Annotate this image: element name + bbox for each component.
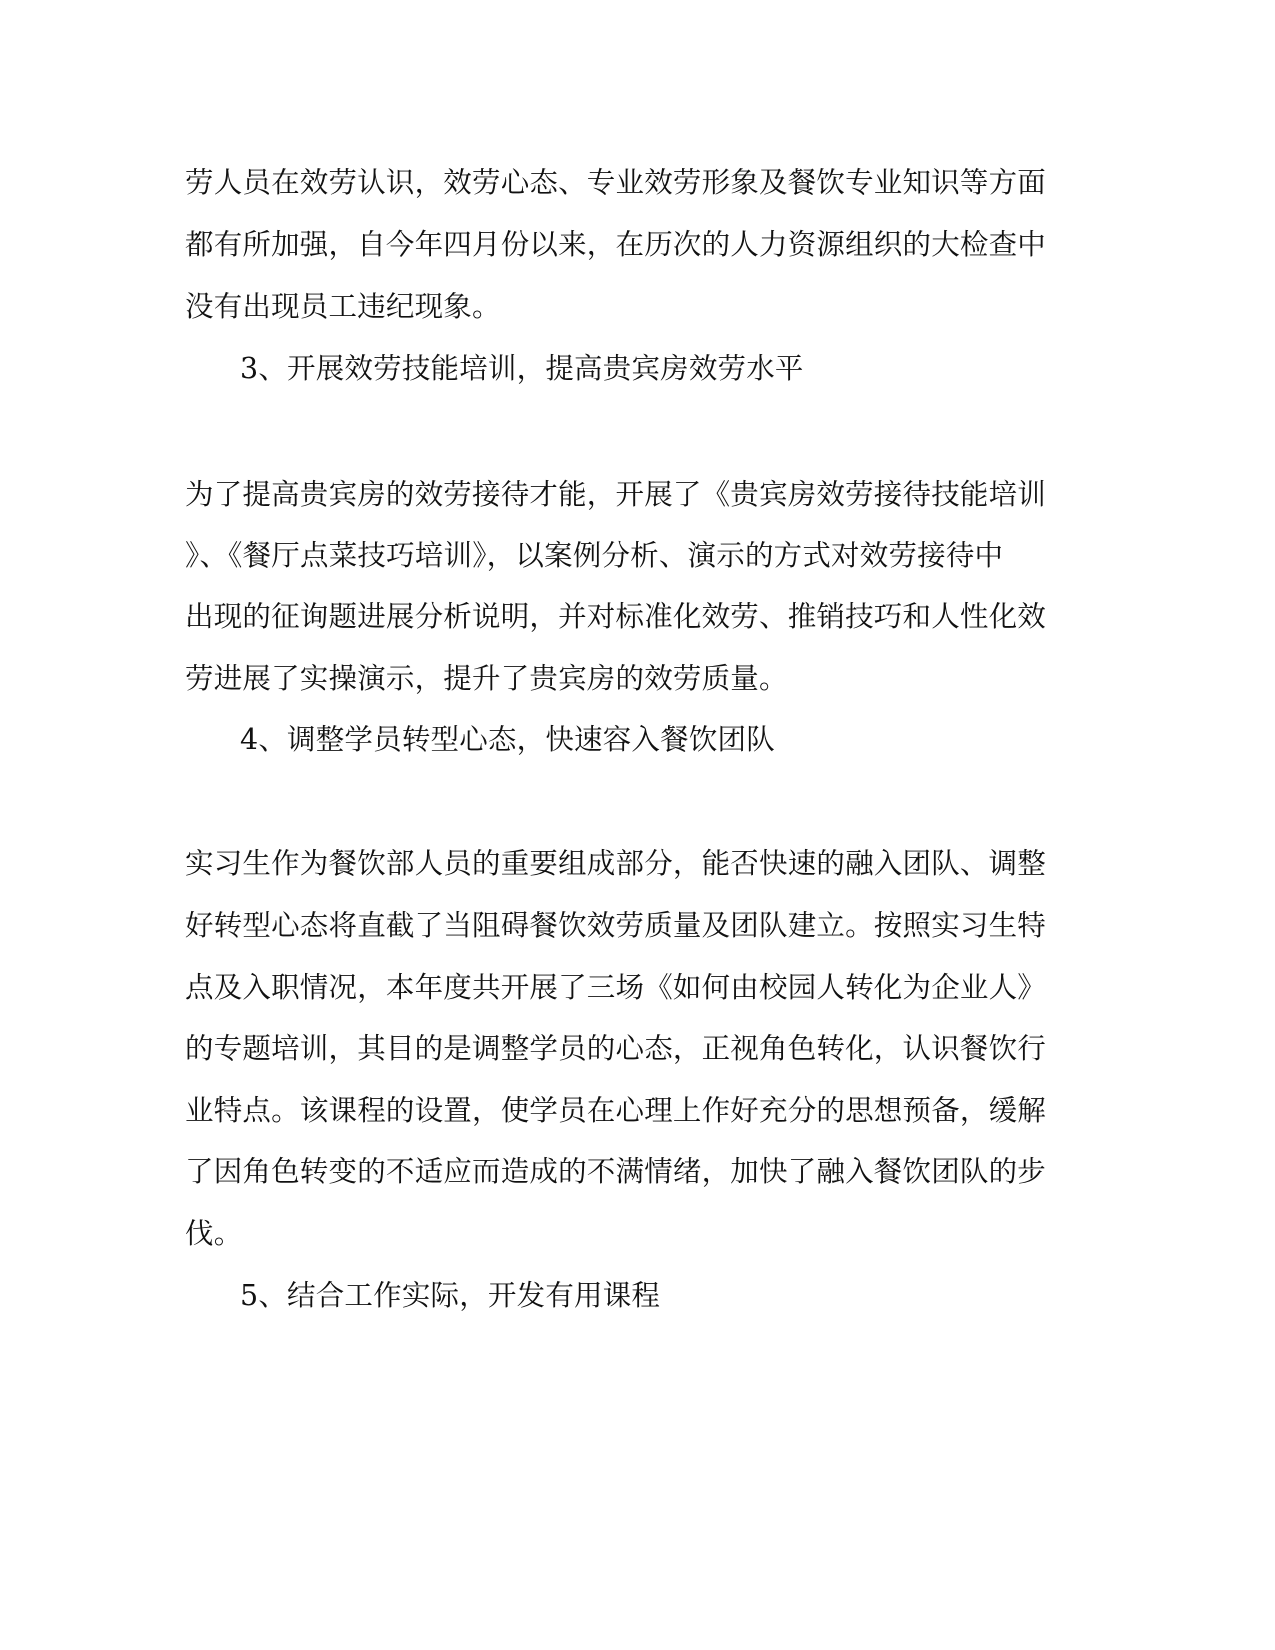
body-text-line: 劳进展了实操演示，提升了贵宾房的效劳质量。 (185, 662, 788, 695)
body-text-line: 为了提高贵宾房的效劳接待才能，开展了《贵宾房效劳接待技能培训 (185, 478, 1047, 511)
body-text-line: 伐。 (185, 1217, 243, 1250)
body-text-line: 业特点。该课程的设置，使学员在心理上作好充分的思想预备，缓解 (185, 1094, 1047, 1127)
body-text-line: 实习生作为餐饮部人员的重要组成部分，能否快速的融入团队、调整 (185, 847, 1047, 880)
body-text-line: 出现的征询题进展分析说明，并对标准化效劳、推销技巧和人性化效 (185, 600, 1047, 633)
body-text-line: 的专题培训，其目的是调整学员的心态，正视角色转化，认识餐饮行 (185, 1032, 1047, 1065)
body-text-line: 点及入职情况，本年度共开展了三场《如何由校园人转化为企业人》 (185, 971, 1047, 1004)
body-text-line: 劳人员在效劳认识，效劳心态、专业效劳形象及餐饮专业知识等方面 (185, 166, 1047, 199)
body-text-line: 没有出现员工违纪现象。 (185, 290, 501, 323)
body-text-line: 》、《餐厅点菜技巧培训》，以案例分析、演示的方式对效劳接待中 (185, 539, 1004, 572)
body-text-line: 都有所加强，自今年四月份以来，在历次的人力资源组织的大检查中 (185, 228, 1047, 261)
section-heading-3: 3、开展效劳技能培训，提高贵宾房效劳水平 (240, 352, 804, 385)
body-text-line: 了因角色转变的不适应而造成的不满情绪，加快了融入餐饮团队的步 (185, 1155, 1047, 1188)
body-text-line: 好转型心态将直截了当阻碍餐饮效劳质量及团队建立。按照实习生特 (185, 909, 1047, 942)
section-heading-4: 4、调整学员转型心态，快速容入餐饮团队 (240, 723, 775, 756)
section-heading-5: 5、结合工作实际，开发有用课程 (240, 1279, 661, 1312)
